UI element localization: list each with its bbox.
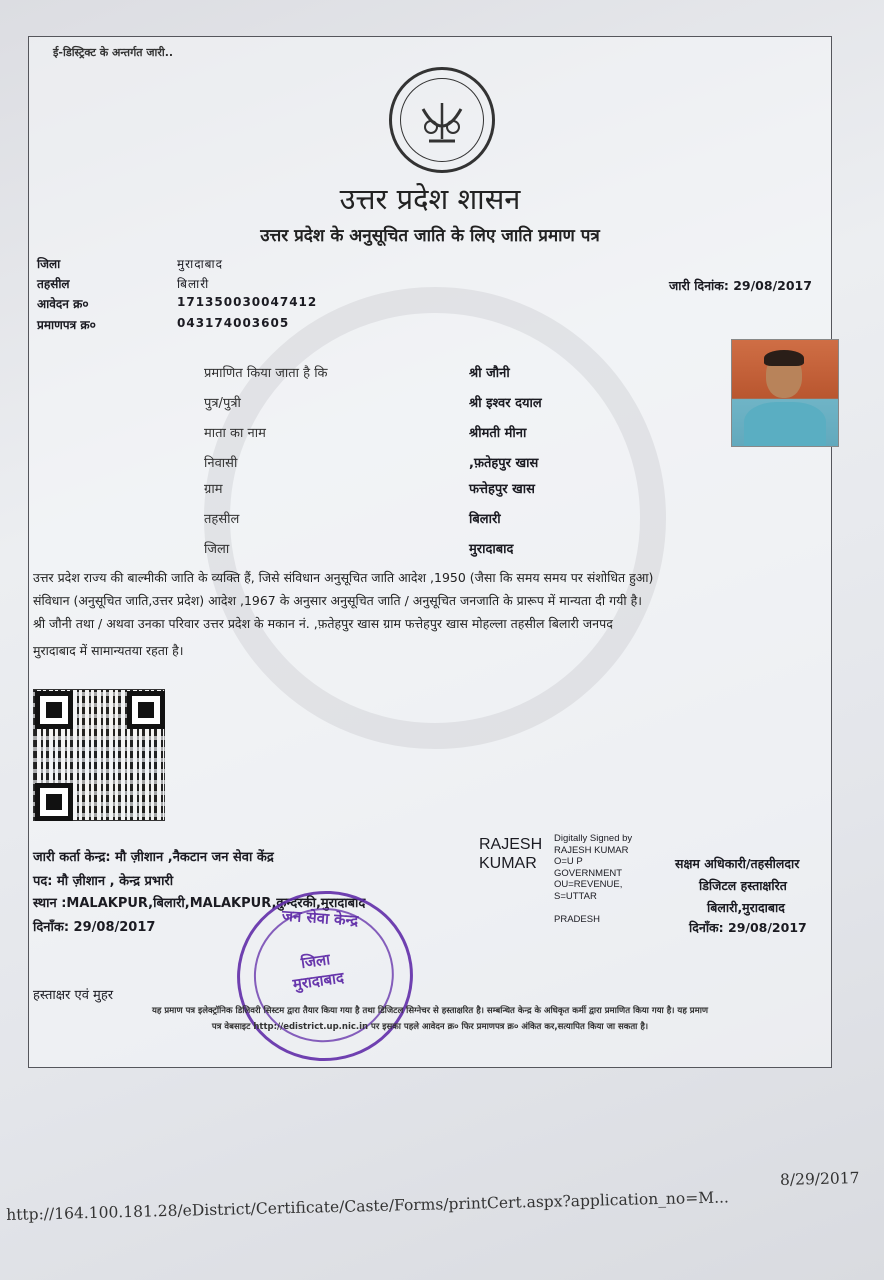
certificate-title: उत्तर प्रदेश शासन — [339, 182, 521, 216]
detail-value-father: श्री इश्वर दयाल — [469, 396, 542, 411]
issuer-date: दिनाँक: 29/08/2017 — [33, 920, 156, 935]
verification-qr-icon — [33, 689, 165, 821]
detail-label-tehsil: तहसील — [204, 512, 240, 527]
signature-seal-label: हस्ताक्षर एवं मुहर — [33, 988, 114, 1003]
detail-value-resident: ,फ़तेहपुर खास — [469, 456, 539, 471]
certificate-sheet — [28, 36, 832, 1068]
authority-date: दिनाँक: 29/08/2017 — [689, 920, 807, 935]
meta-label-certificate-no: प्रमाणपत्र क्र० — [37, 318, 96, 332]
detail-label-district: जिला — [204, 542, 230, 557]
issued-under-note: ई-डिस्ट्रिक्ट के अन्तर्गत जारी.. — [53, 46, 174, 59]
applicant-photo — [731, 339, 839, 447]
detail-value-mother: श्रीमती मीना — [469, 426, 527, 441]
watermark-emblem — [204, 287, 666, 749]
authority-title: सक्षम अधिकारी/तहसीलदार — [675, 856, 800, 871]
meta-value-district: मुरादाबाद — [177, 257, 224, 271]
detail-value-name: श्री जौनी — [469, 366, 510, 381]
meta-value-certificate-no: 043174003605 — [177, 316, 290, 330]
meta-label-district: जिला — [37, 257, 61, 271]
detail-value-tehsil: बिलारी — [469, 512, 501, 527]
certificate-subtitle: उत्तर प्रदेश के अनुसूचित जाति के लिए जाति प्रमाण पत्र — [260, 226, 600, 246]
detail-label-son-of: पुत्र/पुत्री — [204, 396, 241, 411]
detail-value-district: मुरादाबाद — [469, 542, 514, 557]
verification-note-line-2: पत्र वेबसाइट http://edistrict.up.nic.in पर इसका पहले आवेदन क्र० फिर प्रमाणपत्र क्र० अंकित कर,सत्यापित किया जा सकता है। — [211, 1022, 649, 1032]
body-paragraph-line-1: उत्तर प्रदेश राज्य की बाल्मीकी जाति के व्यक्ति हैं, जिसे संविधान अनुसूचित जाति आदेश ,1950 (जैसा कि समय समय पर संशोधित हुआ) — [33, 570, 654, 585]
digital-signature-block: Digitally Signed by RAJESH KUMAR O=U P GOVERNMENT OU=REVENUE, S=UTTAR PRADESH — [554, 833, 633, 925]
authority-digital: डिजिटल हस्ताक्षरित — [699, 878, 787, 893]
print-date: 8/29/2017 — [779, 1169, 860, 1189]
detail-label-mother: माता का नाम — [204, 426, 266, 441]
issuer-post: पद: मौ ज़ीशान , केन्द्र प्रभारी — [33, 874, 174, 889]
body-paragraph-line-4: मुरादाबाद में सामान्यतया रहता है। — [33, 643, 184, 658]
issuer-place: स्थान :MALAKPUR,बिलारी,MALAKPUR,कुन्दरकी,मुरादाबाद — [33, 896, 366, 911]
detail-label-village: ग्राम — [204, 482, 223, 497]
meta-label-tehsil: तहसील — [37, 277, 70, 291]
body-paragraph-line-2: संविधान (अनुसूचित जाति,उत्तर प्रदेश) आदेश ,1967 के अनुसार अनुसूचित जाति / अनुसूचित जनजाति के प्रारूप में मान्यता दी गयी है। — [33, 593, 642, 608]
print-url: http://164.100.181.28/eDistrict/Certificate/Caste/Forms/printCert.aspx?application_no=M... — [6, 1188, 730, 1224]
meta-label-application-no: आवेदन क्र० — [37, 297, 89, 311]
detail-label-resident: निवासी — [204, 456, 238, 471]
authority-place: बिलारी,मुरादाबाद — [707, 900, 785, 915]
jan-seva-stamp: जन सेवा केन्द्र जिला मुरादाबाद — [226, 880, 424, 1073]
meta-value-tehsil: बिलारी — [177, 277, 210, 291]
verification-note-line-1: यह प्रमाण पत्र इलेक्ट्रॉनिक डिलिवरी सिस्टम द्वारा तैयार किया गया है तथा डिजिटल सिग्नेचर से हस्ताक्षरित है। सम्बन्धित केन्द्र के अधिकृत कर्मी द्वारा प्रमाणित किया गया है। यह प्रमाण — [151, 1006, 709, 1016]
issue-date: जारी दिनांक: 29/08/2017 — [669, 278, 812, 293]
up-emblem-icon — [389, 67, 495, 173]
issuer-centre: जारी कर्ता केन्द्र: मौ ज़ीशान ,नैकटान जन सेवा केंद्र — [33, 850, 274, 865]
detail-value-village: फत्तेहपुर खास — [469, 482, 535, 497]
meta-value-application-no: 171350030047412 — [177, 295, 318, 309]
body-paragraph-line-3: श्री जौनी तथा / अथवा उनका परिवार उत्तर प्रदेश के मकान नं. ,फ़तेहपुर खास ग्राम फत्तेहपुर खास मोहल्ला तहसील बिलारी जनपद — [33, 616, 613, 631]
detail-label-certified: प्रमाणित किया जाता है कि — [204, 366, 328, 381]
signer-name: RAJESH KUMAR — [479, 836, 543, 872]
